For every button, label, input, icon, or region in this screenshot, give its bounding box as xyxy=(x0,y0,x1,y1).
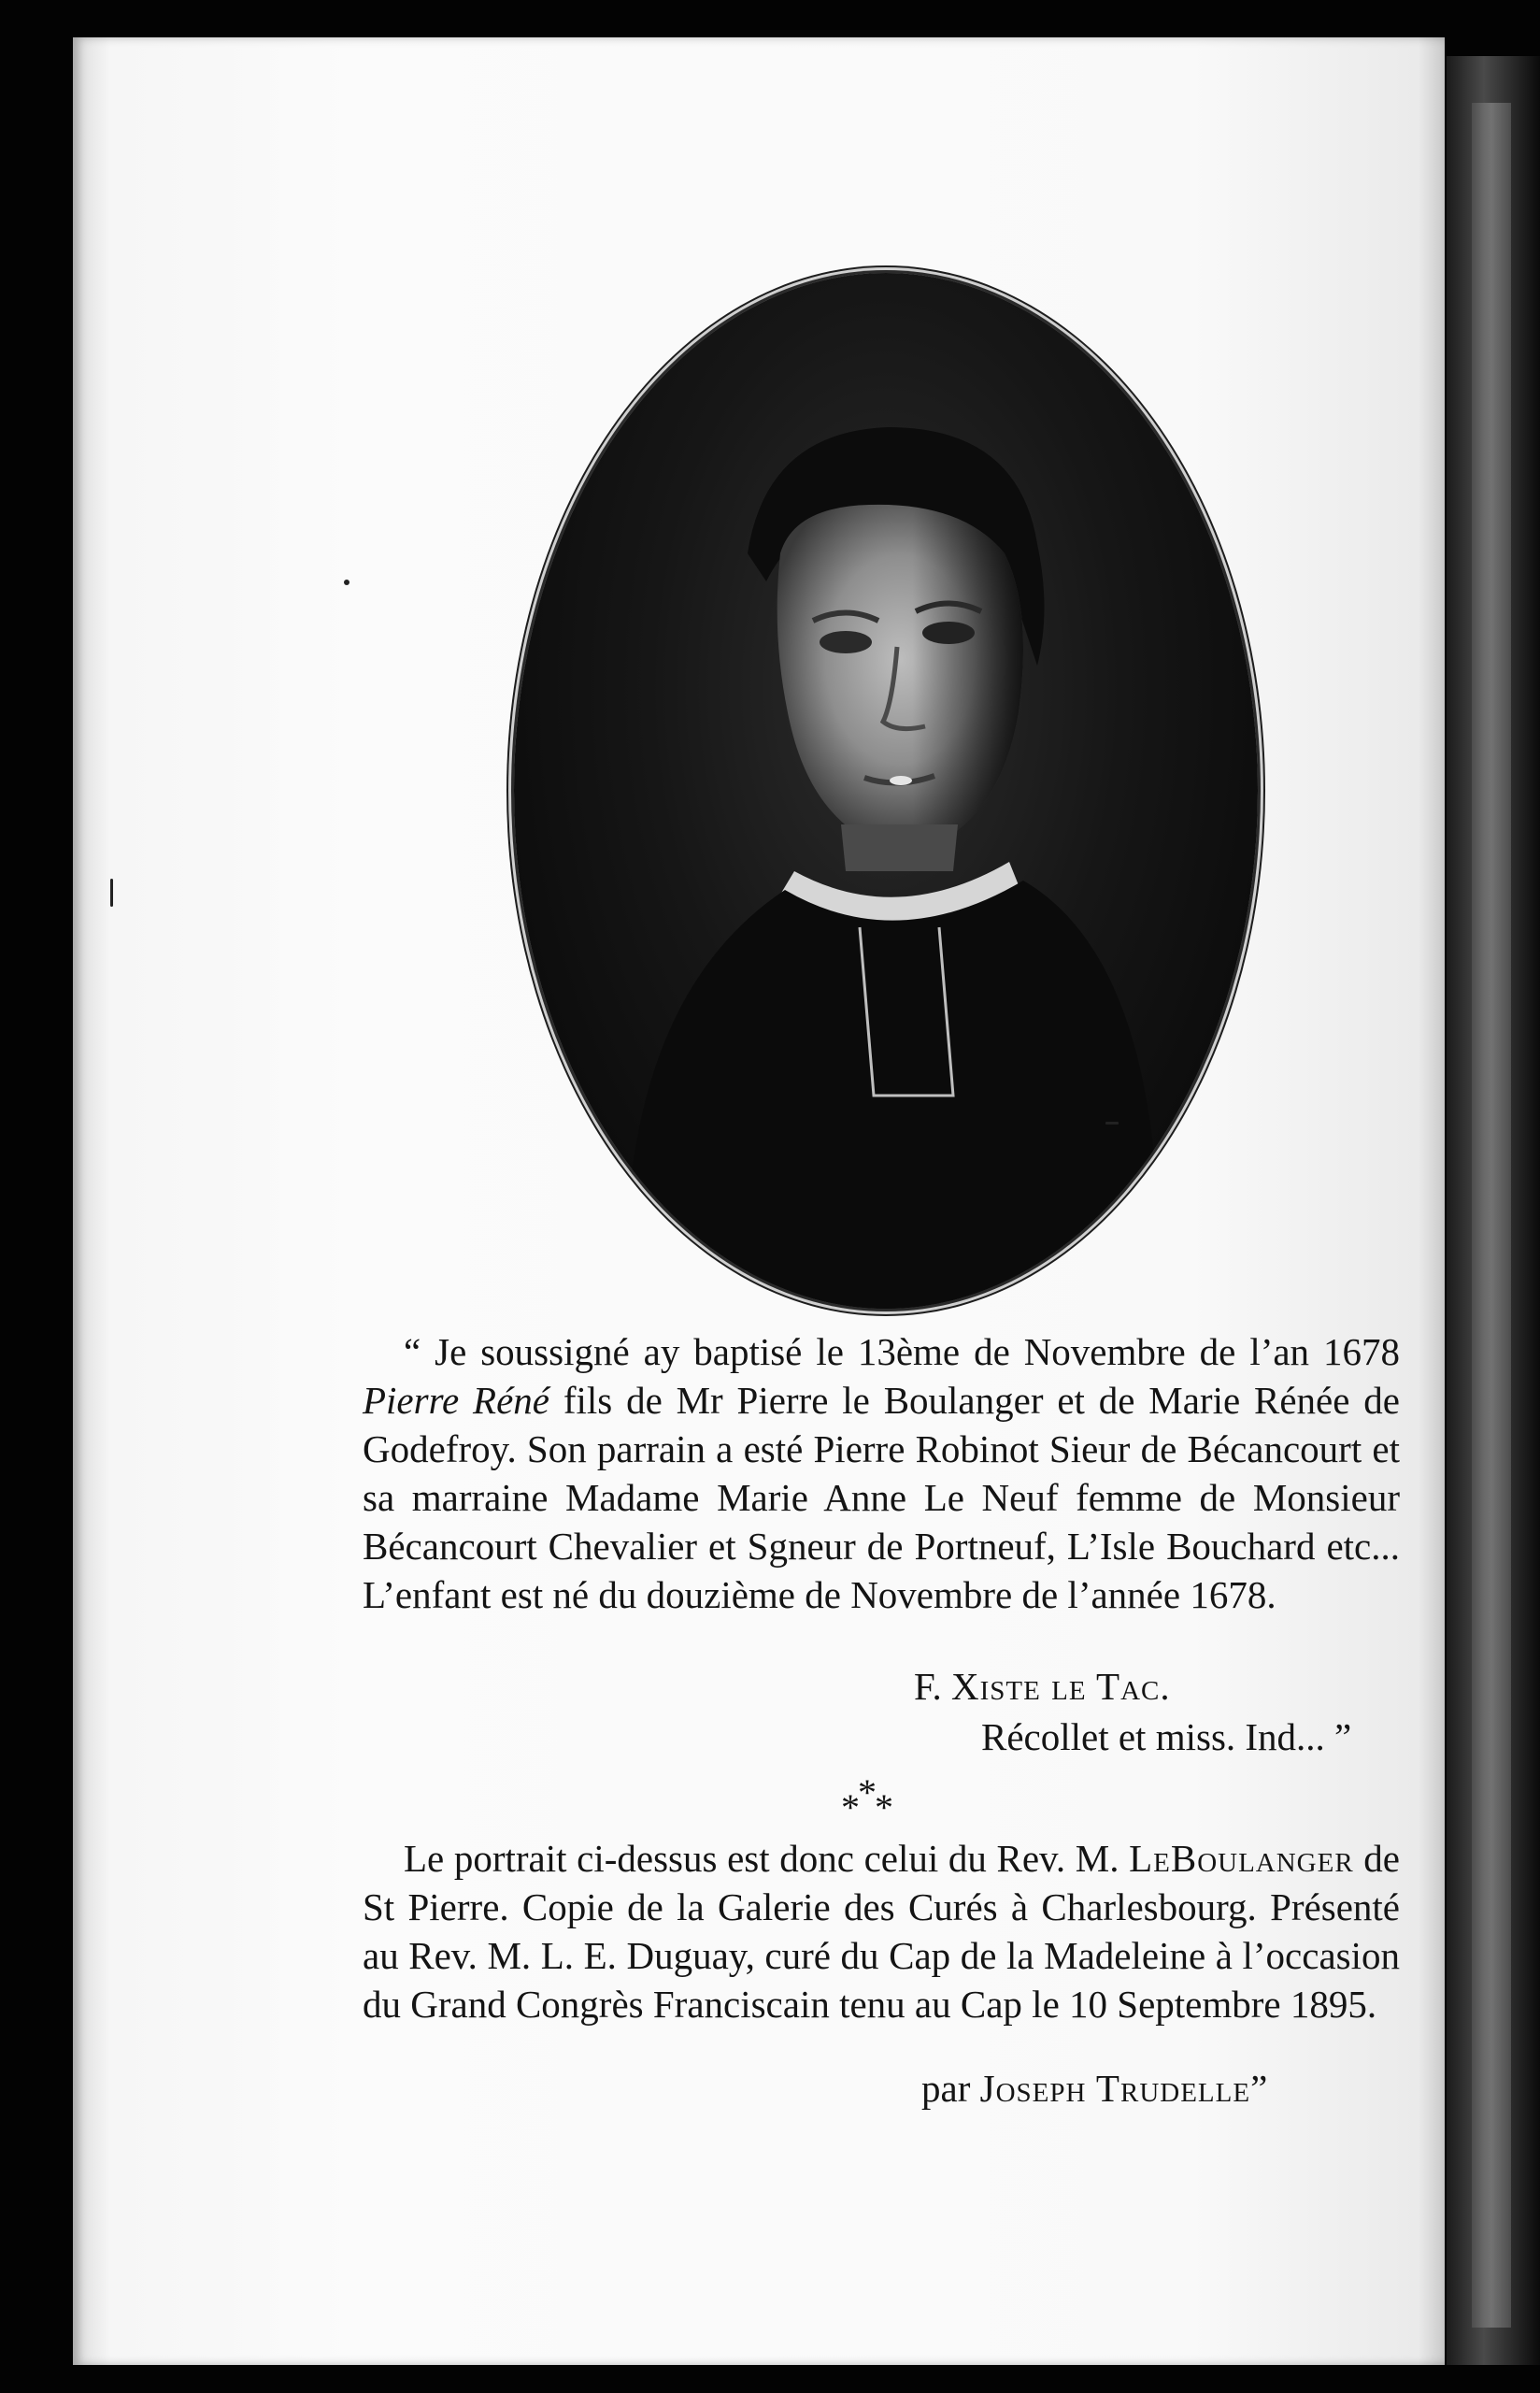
byline-suffix: ” xyxy=(1250,2067,1268,2110)
asterism-star-right: * xyxy=(875,1786,893,1828)
note-text-start: Le portrait ci-dessus est donc celui du Rev. M. xyxy=(404,1837,1130,1880)
portrait-image xyxy=(514,273,1258,1309)
portrait-note xyxy=(363,1834,1400,2028)
signature-name xyxy=(914,1662,1171,1711)
note-text-end: de St Pierre. Copie de la Galerie des Curés à Charlesbourg. Présenté au Rev. M. L. E. Duguay, curé du Cap de la Madeleine à l’occasion du Grand Congrès Franciscain tenu au Cap le 10 Septembre 1895. xyxy=(363,1837,1401,2026)
scan-speck xyxy=(1105,1122,1119,1125)
note-name: LeBoulanger xyxy=(1129,1837,1354,1880)
byline xyxy=(921,2064,1267,2113)
asterism-divider xyxy=(841,1771,906,1830)
scan-speck xyxy=(344,580,349,585)
signature-prefix: F. xyxy=(914,1665,952,1708)
portrait-illustration-icon xyxy=(514,273,1258,1309)
scan-speck xyxy=(110,879,113,907)
signature-title: Récollet et miss. Ind... ” xyxy=(981,1715,1352,1758)
adjacent-page-highlight xyxy=(1472,103,1511,2328)
baptism-quote xyxy=(363,1327,1400,1619)
quote-italic-name: Pierre Réné xyxy=(363,1379,549,1422)
asterism-star-left: * xyxy=(841,1786,860,1828)
byline-prefix: par xyxy=(921,2067,980,2110)
quote-text-end: fils de Mr Pierre le Boulanger et de Marie Rénée de Godefroy. Son parrain a esté Pierre Robinot Sieur de Bécancourt et sa marraine Madame Marie Anne Le Neuf femme de Monsieur Bécancourt Chevalier et Sgneur de Portneuf, L’Isle Bouchard etc... L’enfant est né du douzième de Novembre de l’année 1678. xyxy=(363,1379,1400,1616)
book-page xyxy=(73,37,1445,2365)
asterism-star-top: * xyxy=(858,1771,877,1813)
quote-text-start: “ Je soussigné ay baptisé le 13ème de Novembre de l’an 1678 xyxy=(404,1330,1400,1373)
signature-author: Xiste le Tac. xyxy=(951,1665,1171,1708)
byline-name: Joseph Trudelle xyxy=(979,2067,1251,2110)
